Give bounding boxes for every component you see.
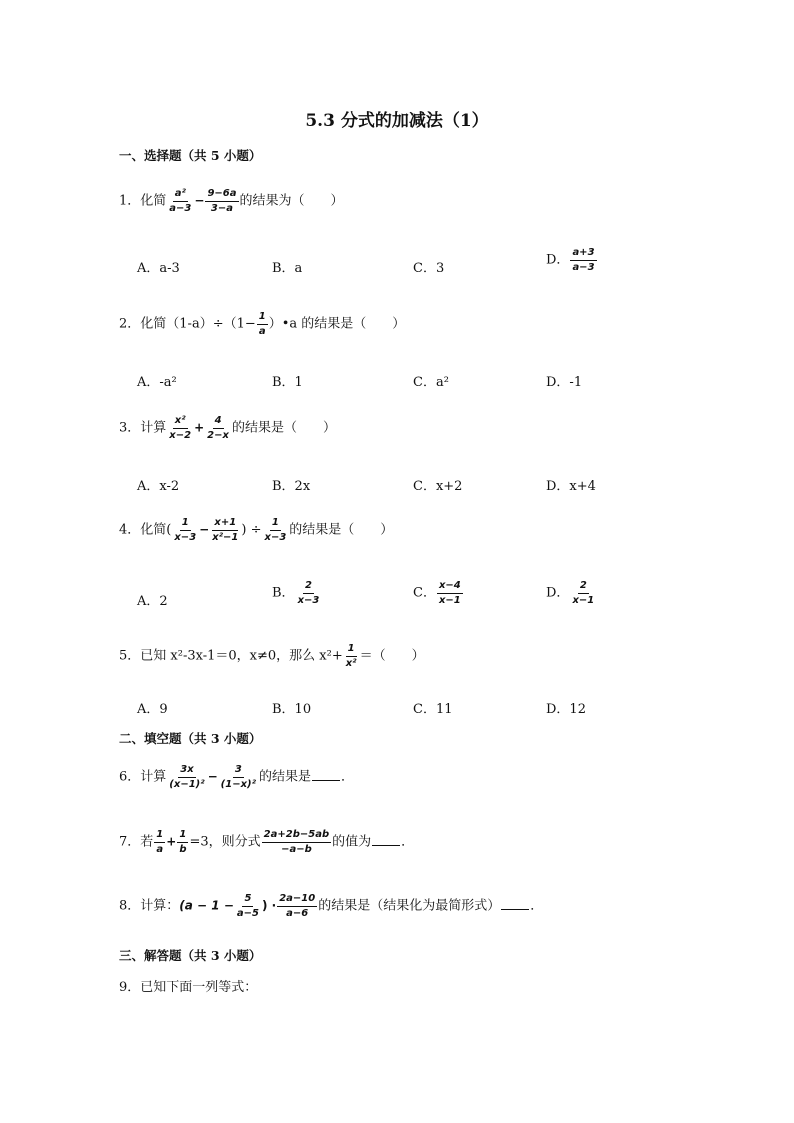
fraction: $\frac{x+1}{\text{x²−1}}$ [212,517,239,543]
question-2 [119,311,405,337]
question-number: 6． [119,769,141,785]
fraction: $\frac{1}{\text{x²}}$ [345,643,357,669]
question-3 [119,415,336,441]
section-heading-choice: 一、选择题（共 5 小题） [119,148,262,163]
option-c[interactable]: C．3 [413,261,445,276]
option-c[interactable]: C．a² [413,375,449,390]
answer-blank[interactable] [501,899,529,910]
punctuation: ． [530,898,544,914]
option-b[interactable]: B．1 [272,375,303,390]
question-text: ) ÷ [241,522,262,538]
fraction: $\frac{5}{a-5}$ [236,893,259,919]
question-5 [119,643,425,669]
question-text: 的结果是 [258,769,311,785]
question-text: 计算 [140,769,167,785]
fraction: $\frac{2a-10}{a-6}$ [279,893,316,919]
option-b[interactable]: B．2x [272,479,311,494]
question-number: 9． [119,980,141,995]
question-number: 3． [119,420,141,436]
question-text: 的值为 [332,834,372,850]
fraction: $\frac{2}{x-3}$ [297,580,320,606]
fraction: $\frac{1}{a}$ [258,311,266,337]
question-text: 化简（1-a）÷（1− [140,316,256,332]
question-number: 7． [119,834,141,850]
operator: + [194,420,205,435]
expression: ) · [261,898,277,913]
question-7 [119,829,414,855]
option-c[interactable]: C． $\frac{x-4}{x-1}$ [413,580,461,606]
question-text: 的结果是（ ） [289,522,394,538]
question-text: 若 [140,834,154,850]
question-1 [119,188,344,214]
fraction: $\frac{3}{\text{(1−x)²}}$ [220,764,256,790]
question-4 [119,517,393,543]
question-text: 的结果是（ ） [231,420,336,436]
operator: + [166,834,177,849]
question-text: 计算 [140,420,167,436]
question-number: 5． [119,648,141,664]
section-heading-solve: 三、解答题（共 3 小题） [119,948,262,963]
page-title: 5.3 分式的加减法（1） [305,111,489,131]
option-d[interactable]: D． $\frac{a+3}{a-3}$ [546,247,595,273]
question-text: 的结果是（结果化为最简形式） [318,898,501,914]
option-a[interactable]: A．-a² [137,375,177,390]
answer-blank[interactable] [372,835,400,846]
punctuation: ． [341,769,355,785]
fraction: $\frac{1}{x-3}$ [264,517,287,543]
question-number: 2． [119,316,141,332]
expression: (a − 1 − [179,898,234,913]
question-6 [119,764,354,790]
question-text: 已知 x²-3x-1＝0，x≠0，那么 x²+ [140,648,343,664]
operator: − [194,193,205,208]
question-text: 已知下面一列等式： [140,980,258,995]
option-a[interactable]: A．a-3 [137,261,180,276]
option-d[interactable]: D． $\frac{2}{x-1}$ [546,580,595,606]
option-a[interactable]: A．x-2 [137,479,180,494]
option-a[interactable]: A．2 [137,594,168,609]
option-a[interactable]: A．9 [137,702,168,717]
option-d[interactable]: D．x+4 [546,479,596,494]
option-b[interactable]: B．a [272,261,303,276]
question-text: ）•a 的结果是（ ） [268,316,406,332]
fraction: $\frac{x-4}{x-1}$ [438,580,461,606]
option-b[interactable]: B．10 [272,702,312,717]
question-text: 化简( [140,522,172,538]
question-text: 计算： [140,898,180,914]
fraction: $\frac{1}{b}$ [179,829,187,855]
question-number: 8． [119,898,141,914]
fraction: $\frac{2}{x-1}$ [572,580,595,606]
question-number: 4． [119,522,141,538]
fraction: $\frac{a+3}{a-3}$ [572,247,595,273]
question-8 [119,893,543,919]
operator: − [199,522,210,537]
fraction: $\frac{\text{x²}}{x-2}$ [169,415,192,441]
fraction: $\frac{1}{a}$ [156,829,164,855]
option-d[interactable]: D．-1 [546,375,583,390]
fraction: $\frac{2a+2b-5ab}{-a-b}$ [263,829,330,855]
option-c[interactable]: C．11 [413,702,453,717]
fraction: $\frac{9-6a}{3-a}$ [207,188,237,214]
answer-blank[interactable] [312,770,340,781]
punctuation: ． [401,834,415,850]
option-c[interactable]: C．x+2 [413,479,463,494]
operator: − [207,769,218,784]
section-heading-fill: 二、填空题（共 3 小题） [119,731,262,746]
option-d[interactable]: D．12 [546,702,586,717]
question-text: 化简 [140,193,167,209]
question-text: 的结果为（ ） [239,193,344,209]
question-text: ＝（ ） [359,648,425,664]
option-b[interactable]: B． $\frac{2}{x-3}$ [272,580,320,606]
question-9 [119,976,257,995]
fraction: $\frac{4}{2-x}$ [207,415,229,441]
question-text: =3，则分式 [189,834,261,850]
question-number: 1． [119,193,141,209]
fraction: $\frac{3x}{\text{(x−1)²}}$ [169,764,205,790]
fraction: $\frac{1}{x-3}$ [174,517,197,543]
fraction: $\frac{\text{a²}}{a-3}$ [169,188,192,214]
